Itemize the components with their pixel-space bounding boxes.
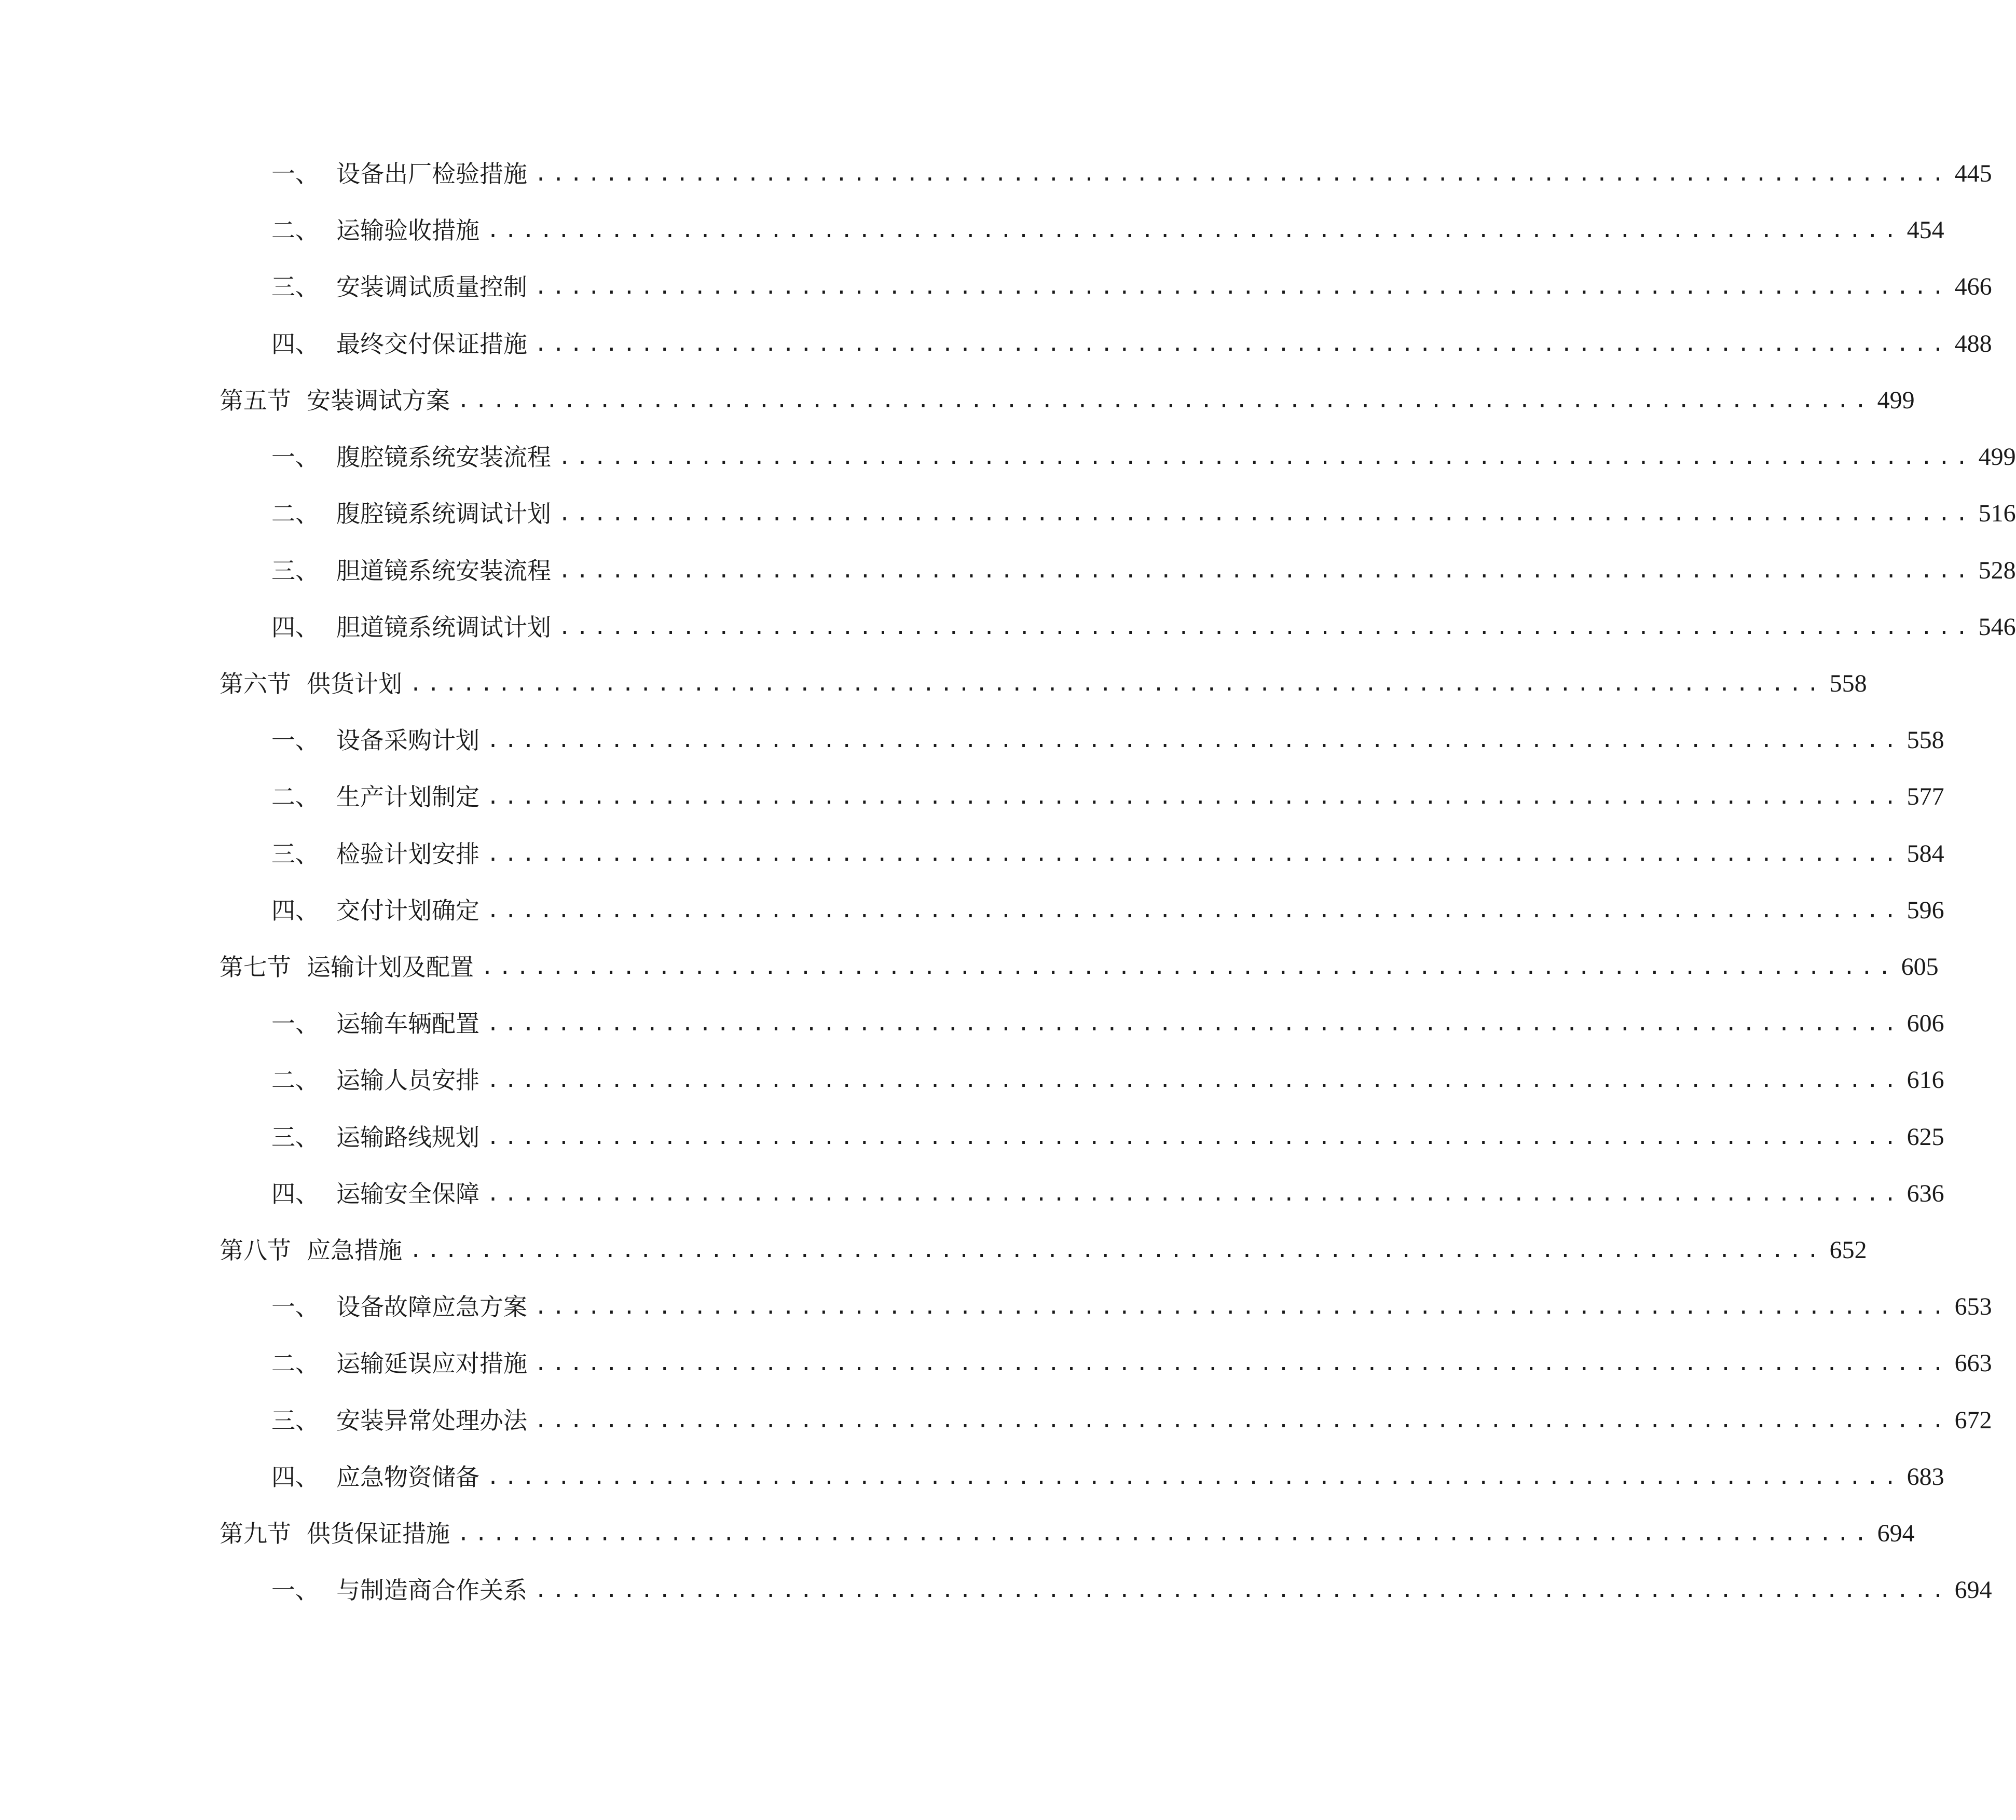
entry-title: 最终交付保证措施 [336,330,527,358]
entry-title: 运输路线规划 [336,1123,479,1151]
toc-entry[interactable] [271,1569,1992,1611]
entry-title: 安装调试质量控制 [336,273,527,301]
dot-leader: ................................................................................ [534,275,1950,299]
entry-title: 检验计划安排 [336,840,479,868]
entry-title: 与制造商合作关系 [336,1576,527,1604]
dot-leader: ................................................................................ [409,672,1825,696]
toc-entry[interactable] [271,1116,1944,1158]
entry-title: 胆道镜系统调试计划 [336,613,551,641]
toc-entry[interactable] [271,436,2016,478]
entry-page-number: 606 [1907,1010,1944,1037]
entry-number: 二、 [271,783,319,811]
entry-title: 设备采购计划 [336,726,479,754]
entry-page-number: 516 [1978,500,2016,527]
entry-page-number: 488 [1954,330,1992,357]
entry-number: 四、 [271,1463,319,1491]
entry-page-number: 636 [1907,1180,1944,1207]
entry-title: 腹腔镜系统调试计划 [336,500,551,528]
section-title: 运输计划及配置 [307,953,474,981]
entry-page-number: 445 [1954,160,1992,187]
toc-entry[interactable] [271,1003,1944,1044]
entry-page-number: 605 [1901,953,1939,981]
section-title: 应急措施 [307,1236,402,1264]
dot-leader: ................................................................................ [558,615,1973,639]
dot-leader: ................................................................................ [481,955,1896,979]
toc-entry[interactable] [271,1059,1944,1101]
dot-leader: ................................................................................ [558,445,1973,469]
toc-entry[interactable] [271,1343,1992,1384]
entry-page-number: 454 [1907,216,1944,244]
dot-leader: ................................................................................ [457,1522,1872,1546]
entry-number: 三、 [271,1407,319,1435]
entry-title: 交付计划确定 [336,897,479,925]
entry-page-number: 663 [1954,1349,1992,1377]
entry-number: 二、 [271,500,319,528]
dot-leader: ................................................................................ [487,1125,1902,1149]
entry-title: 运输延误应对措施 [336,1349,527,1377]
entry-number: 一、 [271,1576,319,1604]
entry-number: 一、 [271,1293,319,1321]
toc-entry[interactable] [271,890,1944,931]
entry-page-number: 577 [1907,783,1944,810]
dot-leader: ................................................................................ [558,502,1973,526]
toc-section-entry[interactable] [220,1230,1867,1271]
entry-page-number: 694 [1877,1520,1915,1547]
entry-number: 四、 [271,613,319,641]
toc-section-entry[interactable] [220,380,1915,421]
dot-leader: ................................................................................ [487,218,1902,242]
toc-entry[interactable] [271,266,1992,308]
entry-number: 二、 [271,1066,319,1094]
entry-title: 运输验收措施 [336,216,479,244]
entry-title: 运输安全保障 [336,1180,479,1208]
entry-number: 一、 [271,160,319,188]
section-title: 供货计划 [307,670,402,698]
entry-number: 三、 [271,557,319,585]
dot-leader: ................................................................................ [409,1238,1825,1262]
entry-page-number: 616 [1907,1066,1944,1094]
entry-page-number: 683 [1907,1463,1944,1491]
entry-page-number: 672 [1954,1407,1992,1434]
entry-page-number: 499 [1978,443,2016,471]
dot-leader: ................................................................................ [487,842,1902,866]
entry-number: 一、 [271,443,319,471]
entry-title: 胆道镜系统安装流程 [336,557,551,585]
entry-title: 安装异常处理办法 [336,1407,527,1435]
entry-title: 设备出厂检验措施 [336,160,527,188]
dot-leader: ................................................................................ [487,1068,1902,1092]
dot-leader: ................................................................................ [534,1352,1950,1375]
toc-entry[interactable] [271,153,1992,195]
section-number: 第七节 [220,953,291,981]
entry-page-number: 466 [1954,273,1992,300]
entry-page-number: 546 [1978,613,2016,641]
toc-section-entry[interactable] [220,1513,1915,1554]
dot-leader: ................................................................................ [534,1578,1950,1602]
toc-entry[interactable] [271,1173,1944,1215]
toc-entry[interactable] [271,833,1944,875]
dot-leader: ................................................................................ [487,728,1902,752]
toc-entry[interactable] [271,1286,1992,1328]
entry-page-number: 558 [1907,726,1944,754]
entry-number: 一、 [271,1010,319,1038]
dot-leader: ................................................................................ [558,559,1973,583]
section-title: 安装调试方案 [307,387,450,415]
toc-entry[interactable] [271,720,1944,761]
entry-number: 四、 [271,897,319,925]
toc-entry[interactable] [271,1456,1944,1498]
entry-number: 一、 [271,726,319,754]
entry-page-number: 694 [1954,1576,1992,1604]
entry-title: 运输人员安排 [336,1066,479,1094]
entry-page-number: 596 [1907,897,1944,924]
entry-number: 三、 [271,1123,319,1151]
entry-page-number: 652 [1829,1236,1867,1264]
entry-number: 四、 [271,1180,319,1208]
entry-page-number: 499 [1877,387,1915,414]
entry-number: 三、 [271,840,319,868]
toc-section-entry[interactable] [220,946,1939,988]
section-number: 第六节 [220,670,291,698]
entry-number: 二、 [271,1349,319,1377]
dot-leader: ................................................................................ [534,332,1950,356]
dot-leader: ................................................................................ [457,389,1872,412]
entry-page-number: 584 [1907,840,1944,867]
toc-entry[interactable] [271,323,1992,365]
toc-entry[interactable] [271,776,1944,818]
entry-number: 三、 [271,273,319,301]
section-number: 第五节 [220,387,291,415]
toc-entry[interactable] [271,210,1944,251]
section-title: 供货保证措施 [307,1520,450,1548]
dot-leader: ................................................................................ [534,1295,1950,1319]
dot-leader: ................................................................................ [487,785,1902,809]
dot-leader: ................................................................................ [487,1182,1902,1206]
dot-leader: ................................................................................ [534,162,1950,186]
entry-title: 应急物资储备 [336,1463,479,1491]
dot-leader: ................................................................................ [487,1465,1902,1489]
section-number: 第九节 [220,1520,291,1548]
entry-title: 生产计划制定 [336,783,479,811]
dot-leader: ................................................................................ [534,1409,1950,1432]
toc-entry[interactable] [271,1400,1992,1441]
entry-title: 腹腔镜系统安装流程 [336,443,551,471]
entry-number: 二、 [271,216,319,244]
toc-section-entry[interactable] [220,663,1867,705]
entry-page-number: 528 [1978,557,2016,584]
toc-entry[interactable] [271,550,2016,591]
entry-title: 设备故障应急方案 [336,1293,527,1321]
section-number: 第八节 [220,1236,291,1264]
toc-entry[interactable] [271,493,2016,534]
entry-page-number: 625 [1907,1123,1944,1151]
dot-leader: ................................................................................ [487,1012,1902,1036]
entry-page-number: 653 [1954,1293,1992,1320]
toc-entry[interactable] [271,606,2016,648]
dot-leader: ................................................................................ [487,899,1902,922]
entry-title: 运输车辆配置 [336,1010,479,1038]
entry-number: 四、 [271,330,319,358]
entry-page-number: 558 [1829,670,1867,697]
